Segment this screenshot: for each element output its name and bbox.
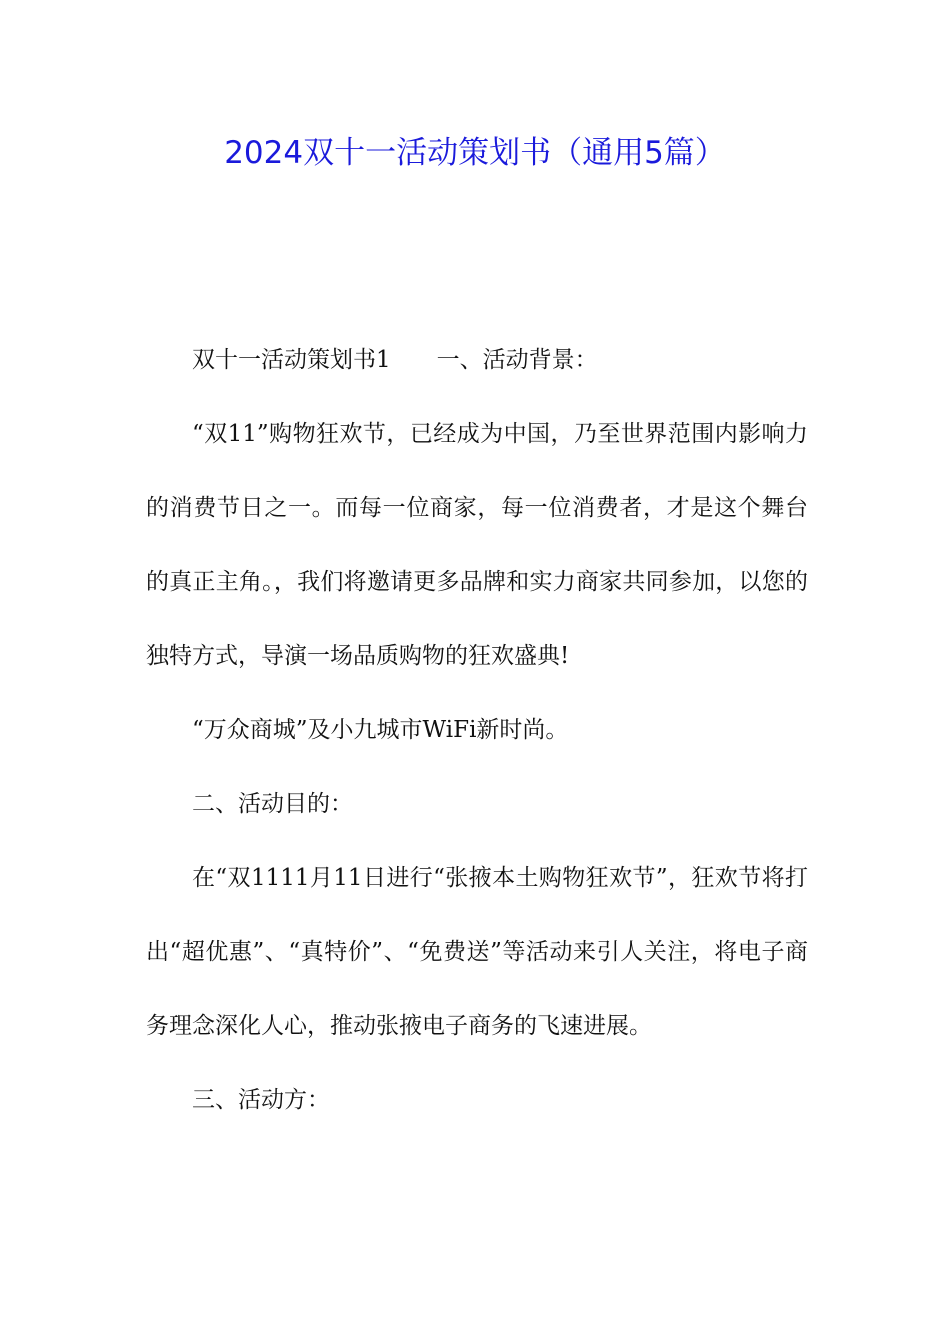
- document-body: [146, 323, 808, 1137]
- section-heading-background: 一、活动背景：: [436, 347, 598, 373]
- section-heading-line: [146, 323, 808, 397]
- section-heading-organizer: 三、活动方：: [192, 1087, 330, 1113]
- section-heading-purpose: 二、活动目的：: [192, 791, 353, 817]
- paragraph-background: “双11”购物狂欢节，已经成为中国，乃至世界范围内影响力的消费节日之一。而每一位商家，每一位消费者，才是这个舞台的真正主角。，我们将邀请更多品牌和实力商家共同参加，以您的独特方式，导演一场品质购物的狂欢盛典!: [146, 421, 808, 669]
- paragraph-purpose: 在“双1111月11日进行“张掖本土购物狂欢节”，狂欢节将打出“超优惠”、“真特价”、“免费送”等活动来引人关注，将电子商务理念深化人心，推动张掖电子商务的飞速进展。: [146, 865, 808, 1039]
- plan-heading: 双十一活动策划书1: [192, 347, 391, 373]
- document-title: 2024双十一活动策划书（通用5篇）: [224, 135, 726, 171]
- paragraph-wanzhong: “万众商城”及小九城市WiFi新时尚。: [192, 717, 569, 743]
